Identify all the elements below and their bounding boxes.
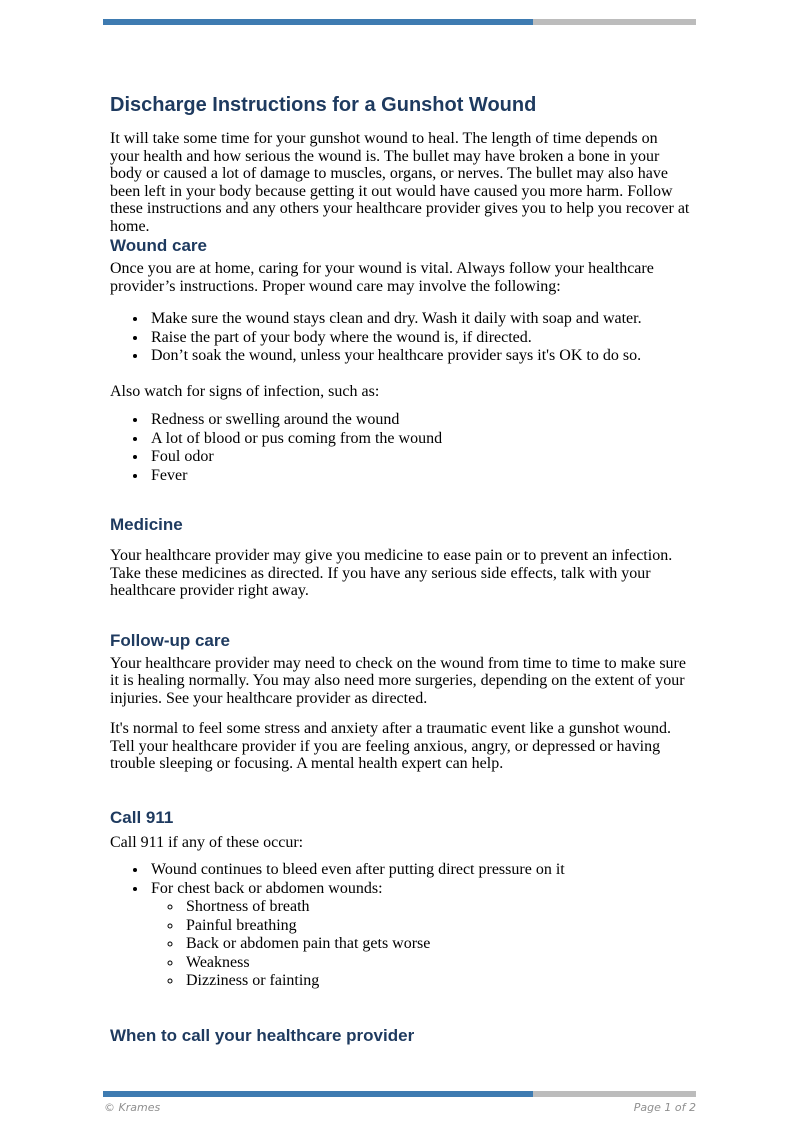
list-item: ◦ Dizziness or fainting bbox=[183, 972, 690, 991]
list-item: • Redness or swelling around the wound bbox=[148, 411, 690, 430]
section-heading-when-to-call: When to call your healthcare provider bbox=[110, 1025, 415, 1045]
list-item: • A lot of blood or pus coming from the wound bbox=[148, 430, 690, 449]
list-item: ◦ Back or abdomen pain that gets worse bbox=[183, 935, 690, 954]
section-heading-follow-up-care: Follow-up care bbox=[110, 630, 230, 650]
medicine-paragraph: Your healthcare provider may give you medicine to ease pain or to prevent an infection. Take these medicines as directed. If you have any serious side effects, talk with your healthcare provider right away. bbox=[110, 547, 673, 599]
follow-up-paragraph-2: It's normal to feel some stress and anxiety after a traumatic event like a gunshot wound. Tell your healthcare provider if you are feeling anxious, angry, or depressed or having trouble sleeping or focusing. A mental health expert can help. bbox=[110, 720, 671, 772]
list-item: • Foul odor bbox=[148, 448, 690, 467]
section-heading-wound-care: Wound care bbox=[110, 236, 207, 255]
infection-signs-list bbox=[110, 411, 690, 485]
section-heading-call-911: Call 911 bbox=[110, 807, 174, 827]
list-item: • Fever bbox=[148, 467, 690, 486]
list-item: • Raise the part of your body where the wound is, if directed. bbox=[148, 329, 690, 348]
footer-copyright: © Krames bbox=[104, 1101, 161, 1114]
document-content bbox=[110, 0, 690, 1046]
footer-rule-gray-segment bbox=[533, 1091, 696, 1097]
list-item: • Make sure the wound stays clean and dry. Wash it daily with soap and water. bbox=[148, 310, 690, 329]
infection-signs-paragraph: Also watch for signs of infection, such as: bbox=[110, 382, 380, 400]
follow-up-paragraph-1: Your healthcare provider may need to check on the wound from time to time to make sure it is healing normally. You may also need more surgeries, depending on the extent of your injuries. See your healthcare provider as directed. bbox=[110, 654, 686, 707]
list-item: ◦ Shortness of breath bbox=[183, 898, 690, 917]
list-item bbox=[148, 880, 690, 991]
call-911-sublist bbox=[151, 898, 690, 991]
list-item: • Wound continues to bleed even after putting direct pressure on it bbox=[148, 861, 690, 880]
footer-rule-blue-segment bbox=[103, 1091, 533, 1097]
intro-paragraph: It will take some time for your gunshot wound to heal. The length of time depends on your health and how serious the wound is. The bullet may have broken a bone in your body or caused a lot of damage to muscles, organs, or nerves. The bullet may also have been left in your body because getting it out would have caused you more harm. Follow these instructions and any others your healthcare provider gives you to help you recover at home. bbox=[110, 130, 690, 235]
page-title: Discharge Instructions for a Gunshot Wound bbox=[110, 94, 537, 116]
list-item: • Don’t soak the wound, unless your healthcare provider says it's OK to do so. bbox=[148, 347, 690, 366]
wound-care-list bbox=[110, 310, 690, 366]
section-heading-medicine: Medicine bbox=[110, 515, 183, 534]
footer-page-number: Page 1 of 2 bbox=[633, 1101, 696, 1114]
list-item-label: For chest back or abdomen wounds: bbox=[151, 879, 383, 897]
list-item: ◦ Painful breathing bbox=[183, 917, 690, 936]
call-911-paragraph: Call 911 if any of these occur: bbox=[110, 833, 304, 851]
footer-rule bbox=[103, 1091, 696, 1097]
wound-care-paragraph: Once you are at home, caring for your wound is vital. Always follow your healthcare provider’s instructions. Proper wound care may involve the following: bbox=[110, 260, 654, 295]
list-item: ◦ Weakness bbox=[183, 954, 690, 973]
footer bbox=[104, 1101, 696, 1114]
call-911-list bbox=[110, 861, 690, 991]
